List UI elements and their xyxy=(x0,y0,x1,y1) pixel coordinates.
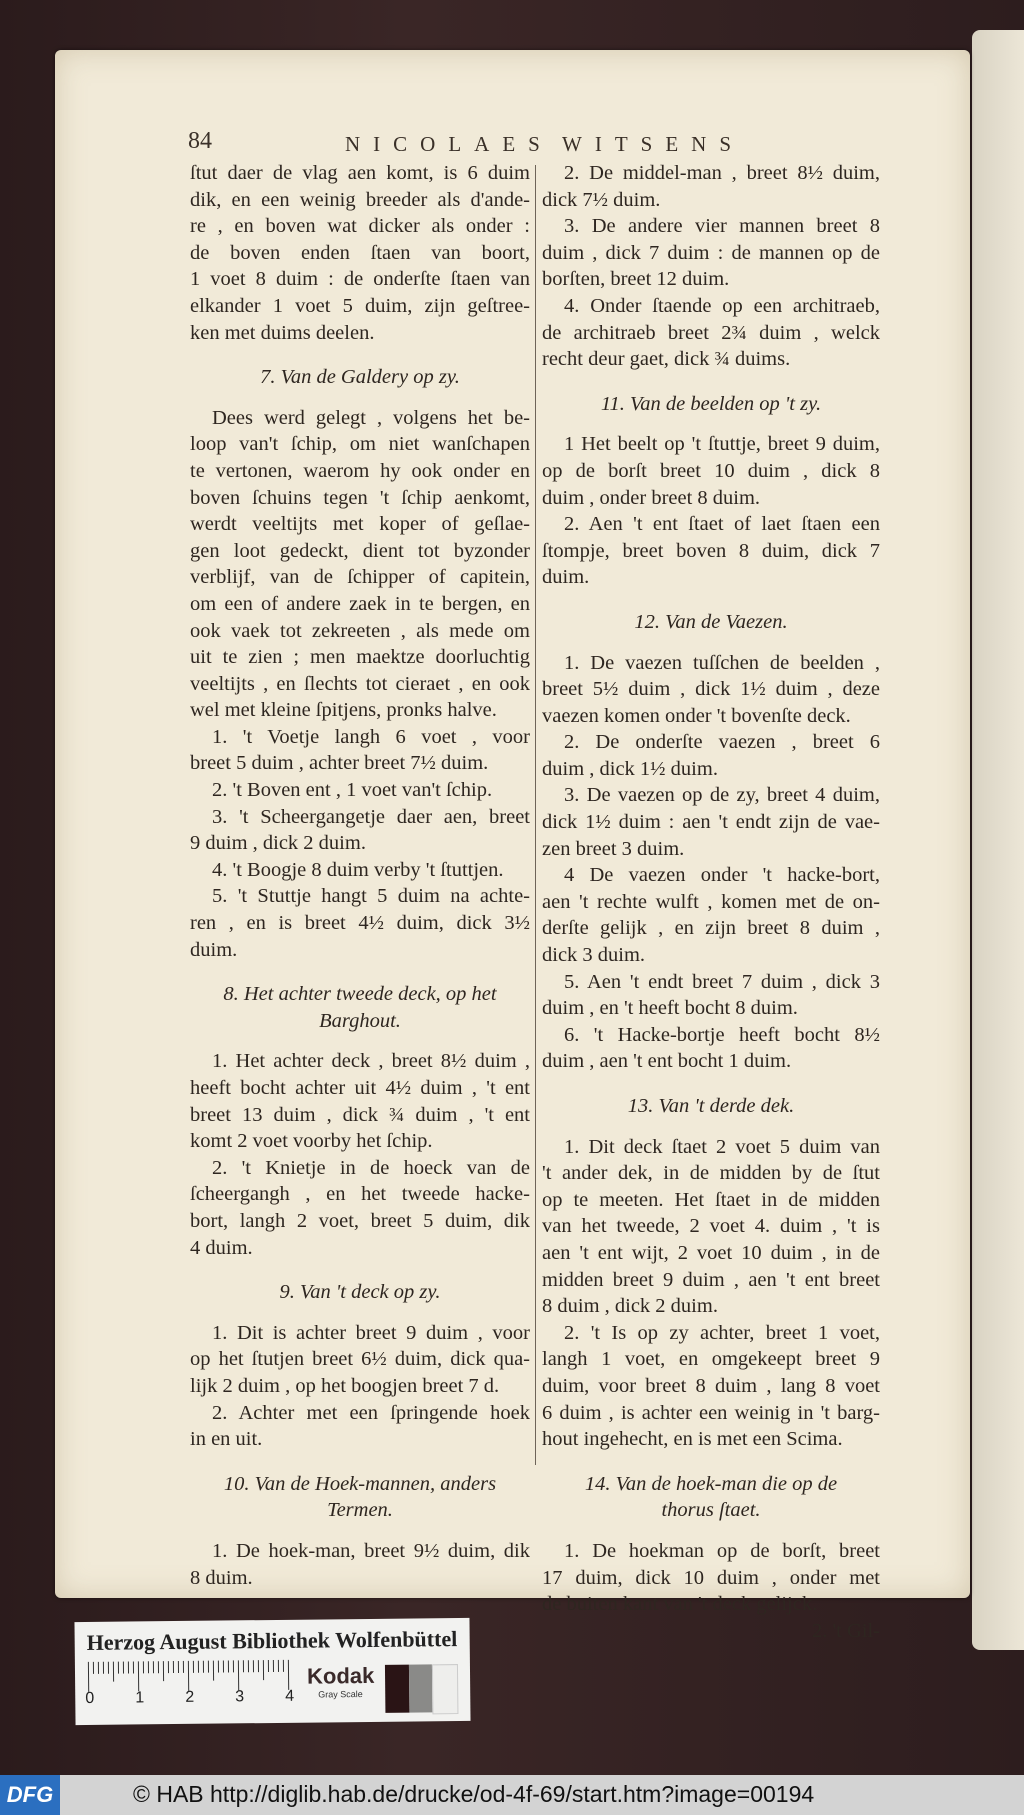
text-line: 10. Van de Hoek-mannen, anders xyxy=(223,1472,497,1495)
text-line: dik, en een weinig breeder als d'ande- xyxy=(190,188,530,211)
text-line: 3. 't Scheergangetje daer aen, breet xyxy=(212,805,530,828)
text-line: 1. 't Voetje langh 6 voet , voor xyxy=(212,725,530,748)
text-line: langh 1 voet, en omgekeept breet 9 xyxy=(542,1348,880,1371)
ruler-tick xyxy=(273,1660,274,1672)
text-line: thorus ſtaet. xyxy=(661,1499,761,1522)
text-line: heeft bocht achter uit 4½ duim , 't ent xyxy=(190,1077,530,1099)
text-line: 2. De onderſte vaezen , breet 6 xyxy=(564,731,880,754)
ruler-label: 0 xyxy=(85,1689,95,1707)
ruler-tick xyxy=(168,1661,169,1673)
gray-swatch-light xyxy=(432,1664,459,1714)
running-head-right: WITSENS xyxy=(562,132,744,156)
text-line: 2. Achter met een ſpringende hoek xyxy=(212,1401,530,1424)
text-line: 11. Van de beelden op 't zy. xyxy=(600,392,822,415)
text-line: 1 voet 8 duim : de onderſte ſtaen van xyxy=(190,268,530,291)
ruler-tick xyxy=(248,1660,249,1672)
text-line: 12. Van de Vaezen. xyxy=(634,610,788,633)
paragraph xyxy=(542,650,880,730)
left-column xyxy=(190,160,530,1591)
text-line: ken met duims deelen. xyxy=(190,321,375,344)
text-line: boven ſchuins tegen 't ſchip aenkomt, xyxy=(190,486,530,509)
text-line: 't ander dek, in de midden by de ſtut xyxy=(542,1162,880,1185)
text-line: op het ſtutjen breet 6½ duim, dick qua- xyxy=(190,1348,530,1371)
ruler-tick xyxy=(198,1661,199,1673)
paragraph xyxy=(190,1155,530,1261)
text-line: 2. De middel-man , breet 8½ duim, xyxy=(564,162,880,184)
footer-bar xyxy=(0,1775,1024,1815)
paragraph xyxy=(542,511,880,591)
text-line: 13. Van 't derde dek. xyxy=(627,1095,795,1117)
ruler-tick xyxy=(118,1662,119,1674)
section-heading xyxy=(190,1279,530,1306)
text-line: 3. De andere vier mannen breet 8 xyxy=(564,215,880,238)
text-line: 9. Van 't deck op zy. xyxy=(279,1281,441,1304)
text-line: veeltijts , en ſlechts tot cieraet , en ook xyxy=(190,672,530,695)
paragraph xyxy=(542,1134,880,1320)
ruler-tick xyxy=(178,1661,179,1673)
text-line: elkander 1 voet 5 duim, zijn geſtree- xyxy=(190,294,530,317)
ruler-tick xyxy=(223,1661,224,1673)
text-line: 2. 't Gil- xyxy=(811,1619,880,1642)
ruler-tick xyxy=(203,1661,204,1673)
text-line: zen breet 3 duim. xyxy=(542,837,685,860)
ruler-tick xyxy=(268,1660,269,1672)
text-line: 2. 't Boven ent , 1 voet van't ſchip. xyxy=(212,779,493,802)
copyright-link[interactable]: © HAB http://diglib.hab.de/drucke/od-4f-69/start.htm?image=00194 xyxy=(133,1781,815,1807)
gray-swatch-dark xyxy=(385,1665,410,1713)
ruler-tick xyxy=(108,1662,109,1674)
ruler-tick xyxy=(98,1662,99,1674)
section-heading xyxy=(190,364,530,391)
gray-swatch-mid xyxy=(409,1664,433,1712)
paragraph xyxy=(542,431,880,511)
text-line: dick 7½ duim. xyxy=(542,188,661,211)
text-line: uit te zien ; men maektze doorluchtig xyxy=(190,646,530,669)
text-line: Dees werd gelegt , volgens het be- xyxy=(212,406,530,429)
text-line: 2. 't Knietje in de hoeck van de xyxy=(212,1156,530,1179)
ruler-tick xyxy=(88,1662,89,1692)
ruler-tick xyxy=(208,1661,209,1673)
paragraph xyxy=(190,857,530,884)
text-line: wel met kleine ſpitjens, pronks halve. xyxy=(190,699,497,722)
text-line: vaezen komen onder 't bovenſte deck. xyxy=(542,704,851,727)
ruler-tick xyxy=(218,1661,219,1673)
ruler-tick xyxy=(103,1662,104,1674)
text-line: 8 duim. xyxy=(190,1566,253,1589)
text-line: om een of andere zaek in te bergen, en xyxy=(190,592,530,615)
ruler-tick xyxy=(123,1662,124,1674)
text-line: 1. De hoekman op de borſt, breet xyxy=(564,1539,880,1562)
text-line: dick 1½ duim : aen 't endt zijn de vae- xyxy=(542,811,880,834)
text-line: 1. Dit is achter breet 9 duim , voor xyxy=(212,1321,530,1344)
text-line: de architraeb breet 2¾ duim , welck xyxy=(542,321,880,344)
ruler xyxy=(88,1660,293,1692)
text-line: 1 Het beelt op 't ſtuttje, breet 9 duim, xyxy=(564,433,880,456)
ruler-label: 4 xyxy=(285,1687,295,1705)
text-line: ſtompje, breet boven 8 duim, dick 7 xyxy=(542,539,880,562)
text-line: duim , onder breet 8 duim. xyxy=(542,486,761,509)
text-line: gen loot gedeckt, dient tot byzonder xyxy=(190,539,530,562)
ruler-tick xyxy=(143,1661,144,1673)
paragraph xyxy=(190,160,530,346)
text-line: 14. Van de hoek-man die op de xyxy=(584,1472,838,1495)
paragraph xyxy=(542,862,880,968)
text-line: 4 duim. xyxy=(190,1236,253,1259)
running-head-left: NICOLAES xyxy=(345,132,553,156)
ruler-tick xyxy=(193,1661,194,1673)
text-line: duim. xyxy=(542,566,590,589)
text-line: dick 3 duim. xyxy=(542,944,646,967)
paragraph xyxy=(542,293,880,373)
paragraph xyxy=(190,883,530,963)
section-heading xyxy=(542,609,880,636)
ruler-tick xyxy=(233,1660,234,1672)
column-divider xyxy=(535,165,536,1465)
text-line: werdt veeltijts met koper of geſlae- xyxy=(190,513,530,536)
ruler-tick xyxy=(238,1660,239,1690)
ruler-tick xyxy=(288,1660,289,1690)
text-line: ook vaek tot zekreeten , als mede om xyxy=(190,619,530,642)
text-line: van het tweede, 2 voet 4. duim , 't is xyxy=(542,1215,880,1238)
ruler-tick xyxy=(158,1661,159,1673)
paragraph xyxy=(542,782,880,862)
text-line: 2. Aen 't ent ſtaet of laet ſtaen een xyxy=(564,513,880,536)
text-line: breet 5 duim , achter breet 7½ duim. xyxy=(190,752,489,775)
ruler-label: 1 xyxy=(135,1689,145,1707)
ruler-tick xyxy=(243,1660,244,1672)
text-line: re , en boven wat dicker als onder : xyxy=(190,215,530,238)
text-line: 8 duim , dick 2 duim. xyxy=(542,1295,718,1318)
ruler-tick xyxy=(113,1662,114,1682)
text-line: ſtut daer de vlag aen komt, is 6 duim xyxy=(190,162,530,184)
paragraph xyxy=(190,1048,530,1154)
card-title: Herzog August Bibliothek Wolfenbüttel xyxy=(86,1626,458,1655)
ruler-tick xyxy=(188,1661,189,1691)
text-line: 1. Het achter deck , breet 8½ duim , xyxy=(212,1050,530,1073)
text-line: 6. 't Hacke-bortje heeft bocht 8½ xyxy=(564,1023,880,1046)
catchword xyxy=(542,1618,880,1645)
paragraph xyxy=(542,729,880,782)
paragraph xyxy=(190,1400,530,1453)
section-heading xyxy=(542,1093,880,1120)
paragraph xyxy=(190,777,530,804)
text-line: 9 duim , dick 2 duim. xyxy=(190,832,366,855)
text-line: op de borſt breet 10 duim , dick 8 xyxy=(542,459,880,482)
color-card xyxy=(74,1618,470,1725)
text-line: 5. Aen 't endt breet 7 duim , dick 3 xyxy=(564,970,880,993)
text-line: te vertonen, waerom hy ook onder en xyxy=(190,459,530,482)
text-line: lijk 2 duim , op het boogjen breet 7 d. xyxy=(190,1374,500,1397)
next-page-edge xyxy=(972,30,1024,1650)
text-line: ſcheergangh , en het tweede hacke- xyxy=(190,1183,530,1206)
paragraph xyxy=(542,969,880,1022)
text-line: duim , dick 1½ duim. xyxy=(542,757,718,780)
text-line: duim , en 't heeft bocht 8 duim. xyxy=(542,997,798,1020)
text-line: breet 5½ duim , dick 1½ duim , deze xyxy=(542,678,880,701)
text-line: 5. 't Stuttje hangt 5 duim na achte- xyxy=(212,885,530,908)
section-heading xyxy=(190,981,530,1034)
ruler-tick xyxy=(278,1660,279,1672)
text-line: 8. Het achter tweede deck, op het xyxy=(223,983,497,1006)
ruler-tick xyxy=(258,1660,259,1672)
text-line: 4 De vaezen onder 't hacke-bort, xyxy=(564,864,880,887)
text-line: derſte gelijk , en zijn breet 8 duim , xyxy=(542,917,880,940)
paragraph xyxy=(190,804,530,857)
ruler-tick xyxy=(228,1660,229,1672)
text-line: komt 2 voet voorby het ſchip. xyxy=(190,1130,433,1153)
paragraph xyxy=(190,405,530,724)
ruler-tick xyxy=(93,1662,94,1674)
text-line: 6 duim , is achter een weinig in 't barg- xyxy=(542,1401,880,1424)
text-line: 1. De vaezen tuſſchen de beelden , xyxy=(564,651,880,674)
text-line: Barghout. xyxy=(319,1009,401,1032)
text-line: 2. 't Is op zy achter, breet 1 voet, xyxy=(564,1321,880,1344)
text-line: op te meeten. Het ſtaet in de midden xyxy=(542,1188,880,1211)
text-line: duim , aen 't ent bocht 1 duim. xyxy=(542,1050,792,1073)
text-line: duim, voor breet 8 duim , lang 8 voet xyxy=(542,1374,880,1397)
page-number: 84 xyxy=(188,128,212,154)
ruler-tick xyxy=(213,1661,214,1681)
text-line: 4. 't Boogje 8 duim verby 't ſtuttjen. xyxy=(212,858,504,881)
text-line: bort, langh 2 voet, breet 5 duim, dik xyxy=(190,1209,530,1232)
ruler-tick xyxy=(153,1661,154,1673)
text-line: 1. Dit deck ſtaet 2 voet 5 duim van xyxy=(564,1135,880,1158)
text-line: 4. Onder ſtaende op een architraeb, xyxy=(564,294,880,317)
paragraph xyxy=(190,724,530,777)
ruler-label: 2 xyxy=(185,1688,195,1706)
ruler-tick xyxy=(128,1662,129,1674)
text-line: 3. De vaezen op de zy, breet 4 duim, xyxy=(564,784,880,807)
ruler-tick xyxy=(173,1661,174,1673)
text-line: duim. xyxy=(190,938,238,961)
ruler-tick xyxy=(253,1660,254,1672)
text-line: verblijf, van de ſchipper of capitein, xyxy=(190,566,530,589)
dfg-logo: DFG xyxy=(0,1775,60,1815)
paragraph xyxy=(190,1538,530,1591)
text-line: duim , dick 7 duim : de mannen op de xyxy=(542,241,880,264)
ruler-label: 3 xyxy=(235,1688,245,1706)
ruler-tick xyxy=(148,1661,149,1673)
text-line: 7. Van de Galdery op zy. xyxy=(260,366,460,389)
text-line: aen 't ent wijt, 2 voet 10 duim , in de xyxy=(542,1241,880,1264)
paragraph xyxy=(542,213,880,293)
section-heading xyxy=(190,1471,530,1524)
kodak-subtitle: Gray Scale xyxy=(318,1689,363,1700)
right-column xyxy=(542,160,880,1644)
text-line: breet 13 duim , dick ¾ duim , 't ent xyxy=(190,1103,530,1126)
text-line: de boven enden ſtaen van boort, xyxy=(190,241,530,264)
section-heading xyxy=(542,1471,880,1524)
text-line: ren , en is breet 4½ duim, dick 3½ xyxy=(190,912,530,935)
ruler-tick xyxy=(163,1661,164,1681)
text-line: midden breet 9 duim , aen 't ent breet xyxy=(542,1268,880,1291)
kodak-logo: Kodak xyxy=(306,1662,375,1689)
text-line: hout ingehecht, en is met een Scima. xyxy=(542,1428,843,1451)
text-line: aen 't rechte wulft , komen met de on- xyxy=(542,890,880,913)
text-line: 17 duim, dick 10 duim , onder met xyxy=(542,1566,880,1589)
paragraph xyxy=(542,1538,880,1618)
paragraph xyxy=(542,1022,880,1075)
ruler-tick xyxy=(263,1660,264,1680)
text-line: de buiten kant van 't deck gelijck. xyxy=(542,1593,818,1616)
paragraph xyxy=(542,1320,880,1453)
text-line: recht deur gaet, dick ¾ duims. xyxy=(542,348,791,371)
ruler-tick xyxy=(133,1661,134,1673)
text-line: loop van't ſchip, om niet wanſchapen xyxy=(190,433,530,456)
paragraph xyxy=(542,160,880,213)
text-line: Termen. xyxy=(327,1499,393,1522)
text-line: borſten, breet 12 duim. xyxy=(542,268,730,291)
section-heading xyxy=(542,391,880,418)
ruler-tick xyxy=(183,1661,184,1673)
ruler-tick xyxy=(138,1661,139,1691)
ruler-tick xyxy=(283,1660,284,1672)
text-line: in en uit. xyxy=(190,1428,263,1451)
paragraph xyxy=(190,1320,530,1400)
text-line: 1. De hoek-man, breet 9½ duim, dik xyxy=(212,1539,530,1562)
